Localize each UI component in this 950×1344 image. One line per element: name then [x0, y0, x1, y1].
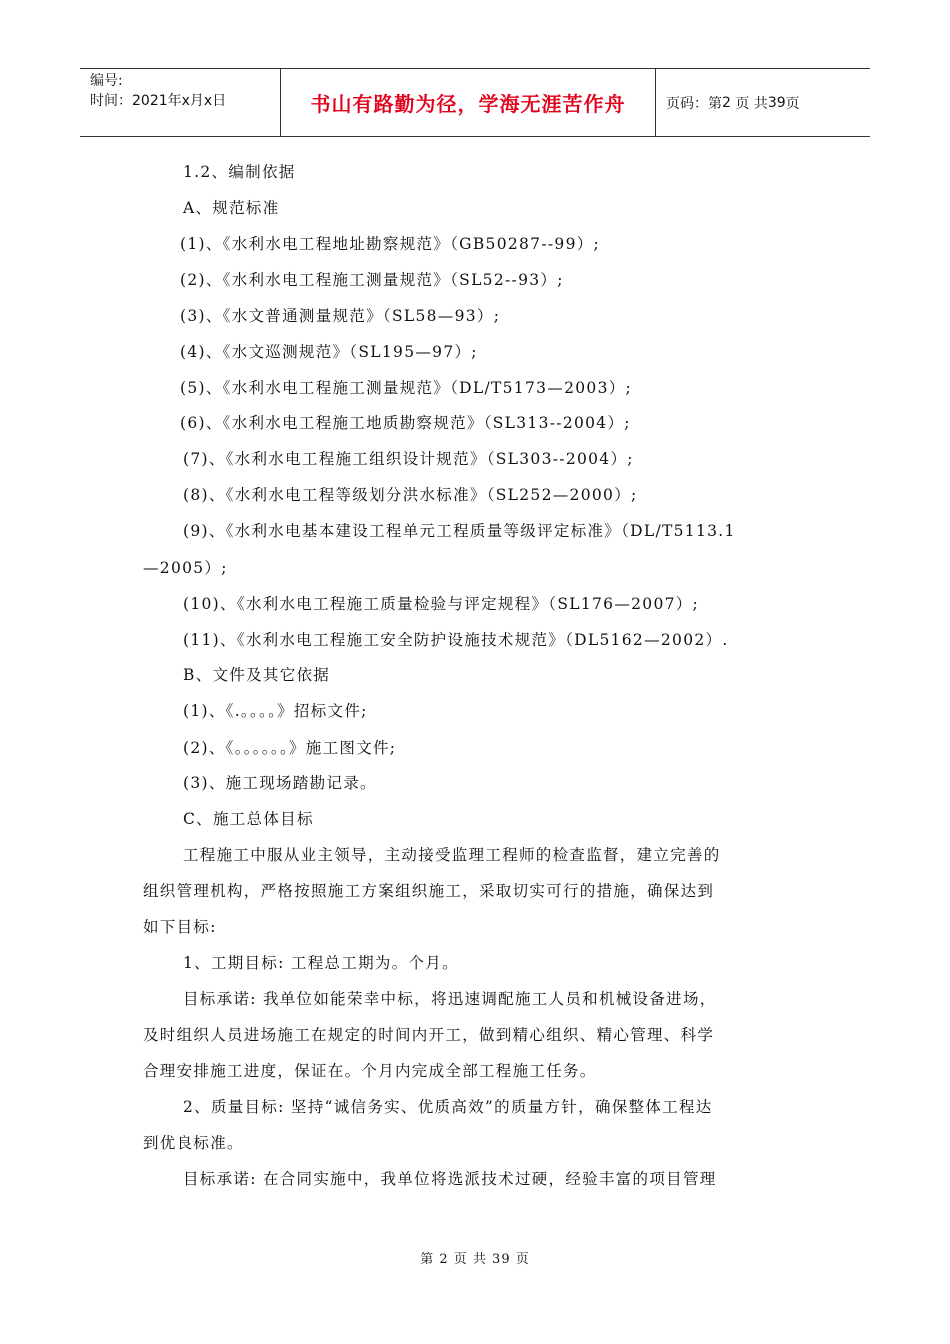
time-label: 时间：2021年x月x日	[90, 93, 227, 109]
list-item: (6)、《水利水电工程施工地质勘察规范》（SL313--2004）;	[180, 414, 631, 432]
header-meta	[80, 69, 281, 136]
page-label-mid: 页 共	[735, 95, 768, 112]
subsection-heading: A、规范标准	[183, 199, 280, 217]
subsection-heading: B、文件及其它依据	[183, 666, 331, 684]
paragraph-line: 目标承诺: 在合同实施中，我单位将选派技术过硬，经验丰富的项目管理	[183, 1170, 717, 1188]
list-item: (7)、《水利水电工程施工组织设计规范》（SL303--2004）;	[183, 450, 634, 468]
list-item: (11)、《水利水电工程施工安全防护设施技术规范》（DL5162—2002）.	[183, 631, 729, 649]
paragraph-line: 2、质量目标: 坚持“诚信务实、优质高效”的质量方针，确保整体工程达	[183, 1098, 713, 1116]
serial-label: 编号:	[90, 73, 123, 89]
page-label-prefix: 页码：第	[666, 95, 722, 112]
subsection-heading: C、施工总体目标	[183, 810, 314, 828]
paragraph-line: 到优良标准。	[143, 1134, 244, 1152]
paragraph-line: 工程施工中服从业主领导，主动接受监理工程师的检查监督，建立完善的	[183, 846, 721, 864]
paragraph-line: 组织管理机构，严格按照施工方案组织施工，采取切实可行的措施，确保达到	[143, 882, 715, 900]
page-footer: 第 2 页 共 39 页	[420, 1252, 530, 1267]
list-item: (2)、《。。。。。。》施工图文件;	[183, 739, 397, 757]
list-item: (10)、《水利水电工程施工质量检验与评定规程》（SL176—2007）;	[183, 595, 700, 613]
list-item: (1)、《水利水电工程地址勘察规范》（GB50287--99）;	[180, 235, 601, 253]
list-item: (8)、《水利水电工程等级划分洪水标准》（SL252—2000）;	[183, 486, 638, 504]
motto: 书山有路勤为径，学海无涯苦作舟	[281, 69, 656, 136]
list-item: (9)、《水利水电基本建设工程单元工程质量等级评定标准》（DL/T5113.1	[183, 522, 736, 540]
list-item: (3)、施工现场踏勘记录。	[183, 774, 377, 792]
list-item: (4)、《水文巡测规范》（SL195—97）;	[180, 343, 478, 361]
page-current: 2	[722, 94, 731, 111]
page-header	[80, 68, 870, 137]
section-heading: 1.2、编制依据	[183, 163, 296, 181]
list-item: (5)、《水利水电工程施工测量规范》（DL/T5173—2003）;	[180, 379, 633, 397]
list-item: (2)、《水利水电工程施工测量规范》（SL52--93）;	[180, 271, 564, 289]
list-item: (3)、《水文普通测量规范》（SL58—93）;	[180, 307, 501, 325]
paragraph-line: 合理安排施工进度，保证在。个月内完成全部工程施工任务。	[143, 1062, 597, 1080]
page-label-suffix: 页	[785, 95, 800, 112]
page-total: 39	[767, 94, 786, 111]
list-item: (1)、《.。。。。》招标文件;	[183, 702, 368, 720]
page-indicator	[656, 69, 870, 136]
paragraph-line: 如下目标:	[143, 918, 217, 936]
paragraph-line: 目标承诺: 我单位如能荣幸中标，将迅速调配施工人员和机械设备进场，	[183, 990, 717, 1008]
list-item-continuation: —2005）;	[143, 559, 228, 577]
paragraph-line: 1、工期目标: 工程总工期为。个月。	[183, 954, 459, 972]
paragraph-line: 及时组织人员进场施工在规定的时间内开工，做到精心组织、精心管理、科学	[143, 1026, 715, 1044]
